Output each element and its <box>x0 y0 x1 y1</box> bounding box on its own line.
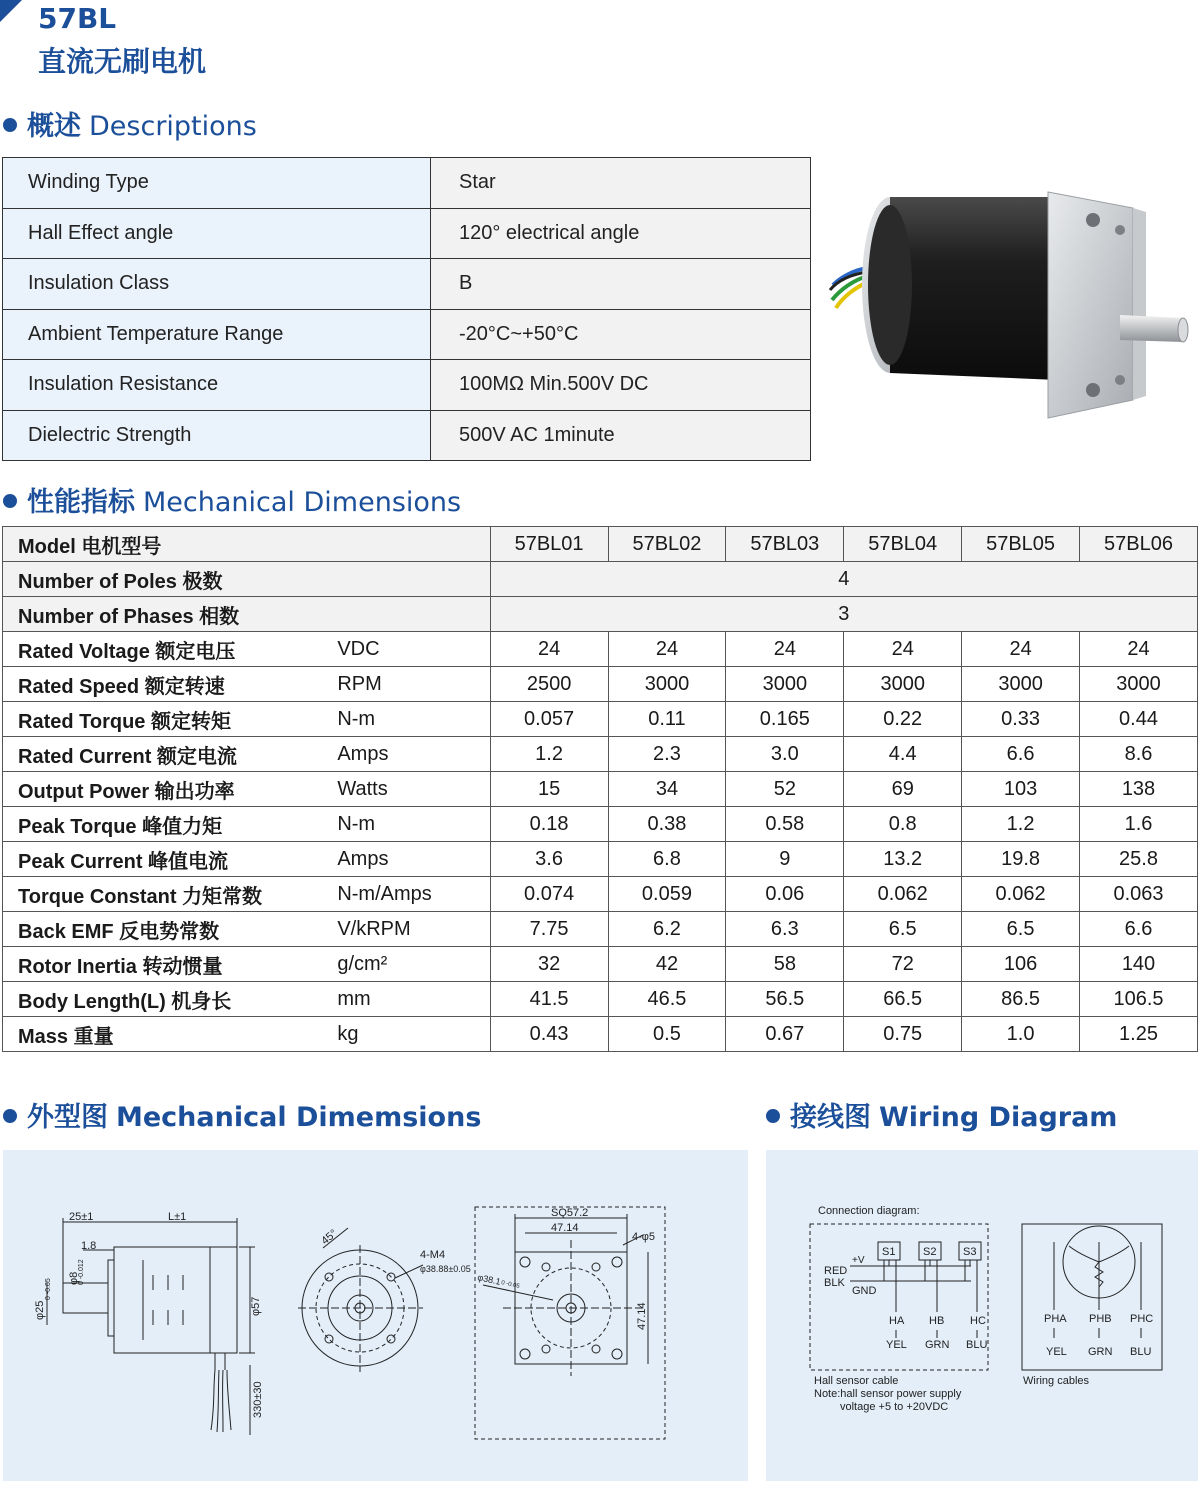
spec-value: 3.6 <box>490 842 608 877</box>
spec-name: Rated Voltage 额定电压 <box>3 632 334 667</box>
phases-label: Number of Phases 相数 <box>3 597 491 632</box>
phases-value: 3 <box>490 597 1197 632</box>
bullet-icon <box>3 494 17 508</box>
dim-shaft-tol: 0 -0.012 <box>78 1259 85 1285</box>
spec-name: Back EMF 反电势常数 <box>3 912 334 947</box>
dim-flange-dia: φ57 <box>250 1296 262 1316</box>
hall-label-a: HA <box>889 1315 905 1327</box>
description-row <box>3 360 811 411</box>
description-value: B <box>431 259 811 310</box>
hall-color-a: YEL <box>886 1339 907 1351</box>
section-performance <box>3 480 461 519</box>
spec-unit: Amps <box>333 842 490 877</box>
spec-unit: N-m <box>333 702 490 737</box>
spec-name: Rotor Inertia 转动惯量 <box>3 947 334 982</box>
dim-step: 1.8 <box>81 1240 97 1252</box>
descriptions-table <box>2 157 811 461</box>
mechanical-drawing-panel <box>3 1150 748 1481</box>
section-title-en: Descriptions <box>89 111 257 142</box>
hall-label-b: HB <box>929 1315 945 1327</box>
spec-value: 0.43 <box>490 1017 608 1052</box>
phase-label-c: PHC <box>1130 1313 1154 1325</box>
description-key: Insulation Class <box>3 259 431 310</box>
spec-value: 25.8 <box>1080 842 1198 877</box>
motor-photo <box>828 190 1198 420</box>
spec-value: 4.4 <box>844 737 962 772</box>
spec-name: Rated Speed 额定转速 <box>3 667 334 702</box>
spec-value: 2500 <box>490 667 608 702</box>
mechanical-drawing <box>3 1150 748 1481</box>
spec-value: 3.0 <box>726 737 844 772</box>
bullet-icon <box>3 118 17 132</box>
spec-value: 0.8 <box>844 807 962 842</box>
spec-value: 42 <box>608 947 726 982</box>
note-supply: Note:hall sensor power supply <box>814 1388 962 1400</box>
sensor-s3: S3 <box>963 1246 977 1258</box>
wiring-title: Connection diagram: <box>818 1205 920 1217</box>
sensor-s2: S2 <box>923 1246 937 1258</box>
dim-angle: 45° <box>319 1227 340 1248</box>
spec-value: 0.67 <box>726 1017 844 1052</box>
section-title-en: Mechanical Dimensions <box>143 487 462 518</box>
dim-flange-boss: φ38.1 <box>476 1272 502 1287</box>
dim-shaft-length: 25±1 <box>69 1211 94 1223</box>
section-title-en: Wiring Diagram <box>879 1102 1118 1133</box>
dim-front-holes: 4-M4 <box>420 1249 446 1261</box>
spec-value: 19.8 <box>962 842 1080 877</box>
dim-flange-holes: 4-φ5 <box>632 1231 656 1243</box>
description-key: Dielectric Strength <box>3 410 431 461</box>
poles-label: Number of Poles 极数 <box>3 562 491 597</box>
spec-value: 6.5 <box>844 912 962 947</box>
model-title: 57BL <box>38 2 117 35</box>
bullet-icon <box>766 1109 780 1123</box>
spec-value: 2.3 <box>608 737 726 772</box>
table-row <box>3 632 1198 667</box>
model-subtitle: 直流无刷电机 <box>38 45 207 78</box>
table-row <box>3 877 1198 912</box>
spec-value: 1.6 <box>1080 807 1198 842</box>
table-row <box>3 1017 1198 1052</box>
note-hall-cable: Hall sensor cable <box>814 1375 899 1387</box>
spec-value: 3000 <box>844 667 962 702</box>
spec-value: 6.5 <box>962 912 1080 947</box>
section-title-cn: 概述 <box>27 111 81 142</box>
spec-unit: RPM <box>333 667 490 702</box>
spec-value: 6.6 <box>962 737 1080 772</box>
spec-value: 0.063 <box>1080 877 1198 912</box>
table-row <box>3 772 1198 807</box>
spec-value: 0.18 <box>490 807 608 842</box>
section-title-cn: 外型图 <box>27 1102 108 1133</box>
description-value: 120° electrical angle <box>431 208 811 259</box>
spec-unit: Amps <box>333 737 490 772</box>
spec-value: 103 <box>962 772 1080 807</box>
table-row <box>3 842 1198 877</box>
table-row <box>3 947 1198 982</box>
model-column-header: 57BL04 <box>844 527 962 562</box>
spec-unit: Watts <box>333 772 490 807</box>
note-wiring-cables: Wiring cables <box>1023 1375 1090 1387</box>
spec-value: 106 <box>962 947 1080 982</box>
description-value: Star <box>431 158 811 209</box>
label-blk: BLK <box>824 1277 845 1289</box>
dim-flange-boss-tol: 0 -0.05 <box>500 1280 521 1290</box>
spec-unit: N-m/Amps <box>333 877 490 912</box>
table-row <box>3 702 1198 737</box>
spec-value: 138 <box>1080 772 1198 807</box>
spec-name: Rated Current 额定电流 <box>3 737 334 772</box>
table-row <box>3 737 1198 772</box>
hall-label-c: HC <box>970 1315 986 1327</box>
spec-value: 8.6 <box>1080 737 1198 772</box>
spec-value: 6.3 <box>726 912 844 947</box>
spec-value: 0.38 <box>608 807 726 842</box>
table-row <box>3 562 1198 597</box>
model-column-header: 57BL06 <box>1080 527 1198 562</box>
spec-value: 3000 <box>726 667 844 702</box>
hall-color-b: GRN <box>925 1339 950 1351</box>
spec-value: 24 <box>962 632 1080 667</box>
performance-table <box>2 526 1198 1052</box>
model-column-header: 57BL02 <box>608 527 726 562</box>
description-row <box>3 259 811 310</box>
dim-front-pcd: φ38.88±0.05 <box>420 1264 471 1274</box>
spec-value: 69 <box>844 772 962 807</box>
spec-unit: g/cm² <box>333 947 490 982</box>
spec-value: 72 <box>844 947 962 982</box>
dim-pitch-vertical: 47.14 <box>636 1302 648 1330</box>
spec-name: Torque Constant 力矩常数 <box>3 877 334 912</box>
label-red: RED <box>824 1265 848 1277</box>
model-column-header: 57BL01 <box>490 527 608 562</box>
model-column-header: 57BL03 <box>726 527 844 562</box>
dim-pitch: 47.14 <box>551 1222 579 1234</box>
spec-value: 9 <box>726 842 844 877</box>
table-row <box>3 807 1198 842</box>
bullet-icon <box>3 1109 17 1123</box>
spec-value: 0.165 <box>726 702 844 737</box>
section-title-cn: 接线图 <box>790 1102 871 1133</box>
spec-name: Peak Current 峰值电流 <box>3 842 334 877</box>
dim-square: SQ57.2 <box>551 1207 589 1219</box>
dim-cable-length: 330±30 <box>252 1381 264 1418</box>
spec-value: 52 <box>726 772 844 807</box>
spec-value: 0.059 <box>608 877 726 912</box>
spec-unit: V/kRPM <box>333 912 490 947</box>
wiring-diagram-panel <box>766 1150 1198 1481</box>
table-row <box>3 912 1198 947</box>
spec-value: 24 <box>608 632 726 667</box>
description-key: Ambient Temperature Range <box>3 309 431 360</box>
section-wiring <box>766 1095 1117 1134</box>
spec-value: 0.062 <box>844 877 962 912</box>
description-key: Winding Type <box>3 158 431 209</box>
spec-value: 1.2 <box>490 737 608 772</box>
spec-value: 0.5 <box>608 1017 726 1052</box>
spec-value: 1.0 <box>962 1017 1080 1052</box>
spec-unit: N-m <box>333 807 490 842</box>
description-key: Insulation Resistance <box>3 360 431 411</box>
spec-value: 46.5 <box>608 982 726 1017</box>
spec-value: 0.074 <box>490 877 608 912</box>
description-value: 500V AC 1minute <box>431 410 811 461</box>
table-row <box>3 982 1198 1017</box>
spec-value: 3000 <box>608 667 726 702</box>
spec-name: Mass 重量 <box>3 1017 334 1052</box>
dim-body-length: L±1 <box>168 1211 187 1223</box>
poles-value: 4 <box>490 562 1197 597</box>
spec-value: 0.06 <box>726 877 844 912</box>
spec-value: 0.75 <box>844 1017 962 1052</box>
spec-value: 24 <box>1080 632 1198 667</box>
spec-value: 0.58 <box>726 807 844 842</box>
spec-value: 0.11 <box>608 702 726 737</box>
phase-color-b: GRN <box>1088 1346 1113 1358</box>
spec-value: 24 <box>490 632 608 667</box>
corner-mark <box>0 0 22 22</box>
spec-value: 32 <box>490 947 608 982</box>
spec-value: 106.5 <box>1080 982 1198 1017</box>
phase-label-b: PHB <box>1089 1313 1112 1325</box>
spec-value: 15 <box>490 772 608 807</box>
dim-boss-dia: φ25 <box>34 1300 46 1320</box>
section-title-cn: 性能指标 <box>27 487 135 518</box>
spec-value: 13.2 <box>844 842 962 877</box>
model-column-header: 57BL05 <box>962 527 1080 562</box>
table-row <box>3 597 1198 632</box>
section-title-en: Mechanical Dimemsions <box>116 1102 482 1133</box>
sensor-s1: S1 <box>882 1246 896 1258</box>
section-outline <box>3 1095 481 1134</box>
description-value: -20°C~+50°C <box>431 309 811 360</box>
spec-value: 86.5 <box>962 982 1080 1017</box>
phase-color-a: YEL <box>1046 1346 1067 1358</box>
spec-value: 41.5 <box>490 982 608 1017</box>
description-row <box>3 158 811 209</box>
description-row <box>3 309 811 360</box>
wiring-diagram <box>766 1150 1198 1481</box>
description-value: 100MΩ Min.500V DC <box>431 360 811 411</box>
spec-value: 3000 <box>962 667 1080 702</box>
model-label: Model 电机型号 <box>3 527 491 562</box>
spec-value: 66.5 <box>844 982 962 1017</box>
dim-boss-tol: 0 -0.05 <box>45 1278 52 1300</box>
description-row <box>3 410 811 461</box>
dim-shaft-dia: φ8 <box>68 1271 80 1285</box>
spec-value: 58 <box>726 947 844 982</box>
spec-value: 3000 <box>1080 667 1198 702</box>
description-row <box>3 208 811 259</box>
spec-value: 7.75 <box>490 912 608 947</box>
spec-value: 0.22 <box>844 702 962 737</box>
hall-color-c: BLU <box>966 1339 988 1351</box>
phase-label-a: PHA <box>1044 1313 1067 1325</box>
spec-value: 6.6 <box>1080 912 1198 947</box>
spec-unit: mm <box>333 982 490 1017</box>
spec-name: Body Length(L) 机身长 <box>3 982 334 1017</box>
spec-value: 0.062 <box>962 877 1080 912</box>
label-supply-pos: +V <box>852 1255 865 1266</box>
note-voltage: voltage +5 to +20VDC <box>840 1401 949 1413</box>
spec-name: Peak Torque 峰值力矩 <box>3 807 334 842</box>
section-descriptions <box>3 104 257 143</box>
spec-value: 6.2 <box>608 912 726 947</box>
spec-value: 34 <box>608 772 726 807</box>
spec-unit: VDC <box>333 632 490 667</box>
spec-value: 0.44 <box>1080 702 1198 737</box>
spec-value: 24 <box>844 632 962 667</box>
spec-name: Rated Torque 额定转矩 <box>3 702 334 737</box>
table-header-row <box>3 527 1198 562</box>
label-gnd: GND <box>852 1285 877 1297</box>
spec-value: 24 <box>726 632 844 667</box>
spec-unit: kg <box>333 1017 490 1052</box>
spec-name: Output Power 输出功率 <box>3 772 334 807</box>
spec-value: 0.33 <box>962 702 1080 737</box>
description-key: Hall Effect angle <box>3 208 431 259</box>
spec-value: 1.25 <box>1080 1017 1198 1052</box>
spec-value: 56.5 <box>726 982 844 1017</box>
table-row <box>3 667 1198 702</box>
spec-value: 1.2 <box>962 807 1080 842</box>
spec-value: 140 <box>1080 947 1198 982</box>
spec-value: 0.057 <box>490 702 608 737</box>
spec-value: 6.8 <box>608 842 726 877</box>
phase-color-c: BLU <box>1130 1346 1152 1358</box>
